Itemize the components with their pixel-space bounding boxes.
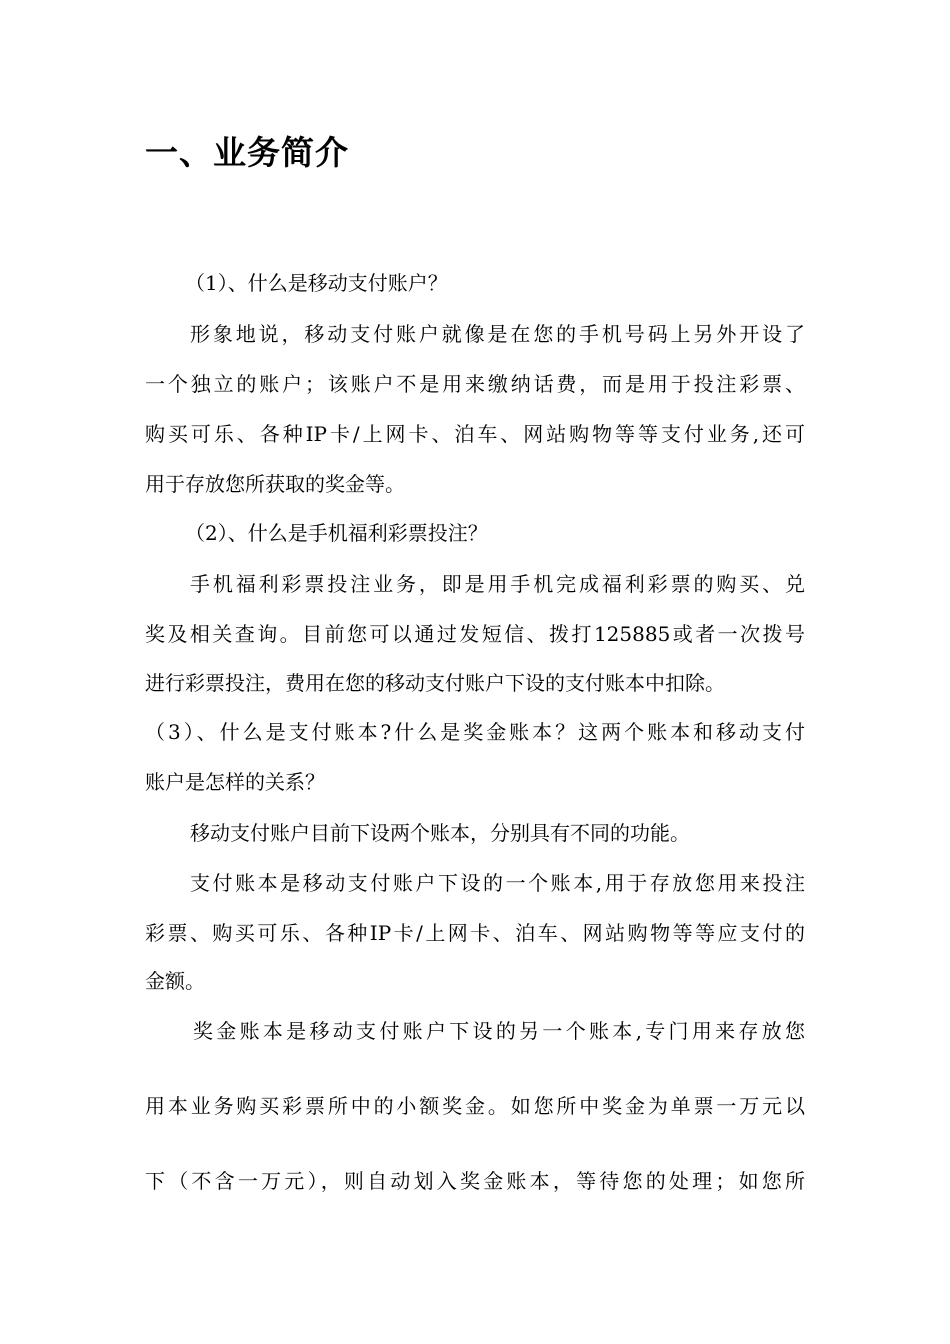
paragraph-2-line-2: 奖及相关查询。目前您可以通过发短信、拨打125885或者一次拨号 (145, 622, 805, 646)
section-heading: 一、业务简介 (145, 133, 349, 172)
paragraph-5-line-2: 用本业务购买彩票所中的小额奖金。如您所中奖金为单票一万元以 (145, 1094, 805, 1118)
paragraph-5-line-1: 奖金账本是移动支付账户下设的另一个账本,专门用来存放您 (193, 1019, 805, 1043)
paragraph-2-line-1: 手机福利彩票投注业务，即是用手机完成福利彩票的购买、兑 (190, 572, 805, 596)
paragraph-4-line-2: 彩票、购买可乐、各种IP卡/上网卡、泊车、网站购物等等应支付的 (145, 921, 805, 945)
question-1: （1）、什么是移动支付账户？ (185, 271, 448, 295)
paragraph-1-line-2: 一个独立的账户；该账户不是用来缴纳话费，而是用于投注彩票、 (145, 372, 805, 396)
paragraph-5-line-3: 下（不含一万元），则自动划入奖金账本，等待您的处理；如您所 (145, 1169, 805, 1193)
paragraph-4-line-1: 支付账本是移动支付账户下设的一个账本,用于存放您用来投注 (190, 871, 805, 895)
paragraph-2-line-3: 进行彩票投注，费用在您的移动支付账户下设的支付账本中扣除。 (145, 671, 725, 695)
paragraph-1-line-4: 用于存放您所获取的奖金等。 (145, 472, 405, 496)
paragraph-1-line-1: 形象地说，移动支付账户就像是在您的手机号码上另外开设了 (190, 322, 805, 346)
paragraph-3: 移动支付账户目前下设两个账本，分别具有不同的功能。 (190, 821, 690, 845)
paragraph-1-line-3: 购买可乐、各种IP卡/上网卡、泊车、网站购物等等支付业务,还可 (145, 422, 805, 446)
paragraph-4-line-3: 金额。 (145, 969, 205, 993)
question-3-line-2: 账户是怎样的关系？ (145, 770, 325, 794)
question-2: （2）、什么是手机福利彩票投注？ (185, 521, 488, 545)
question-3-line-1: （3）、什么是支付账本?什么是奖金账本？这两个账本和移动支付 (145, 720, 805, 744)
